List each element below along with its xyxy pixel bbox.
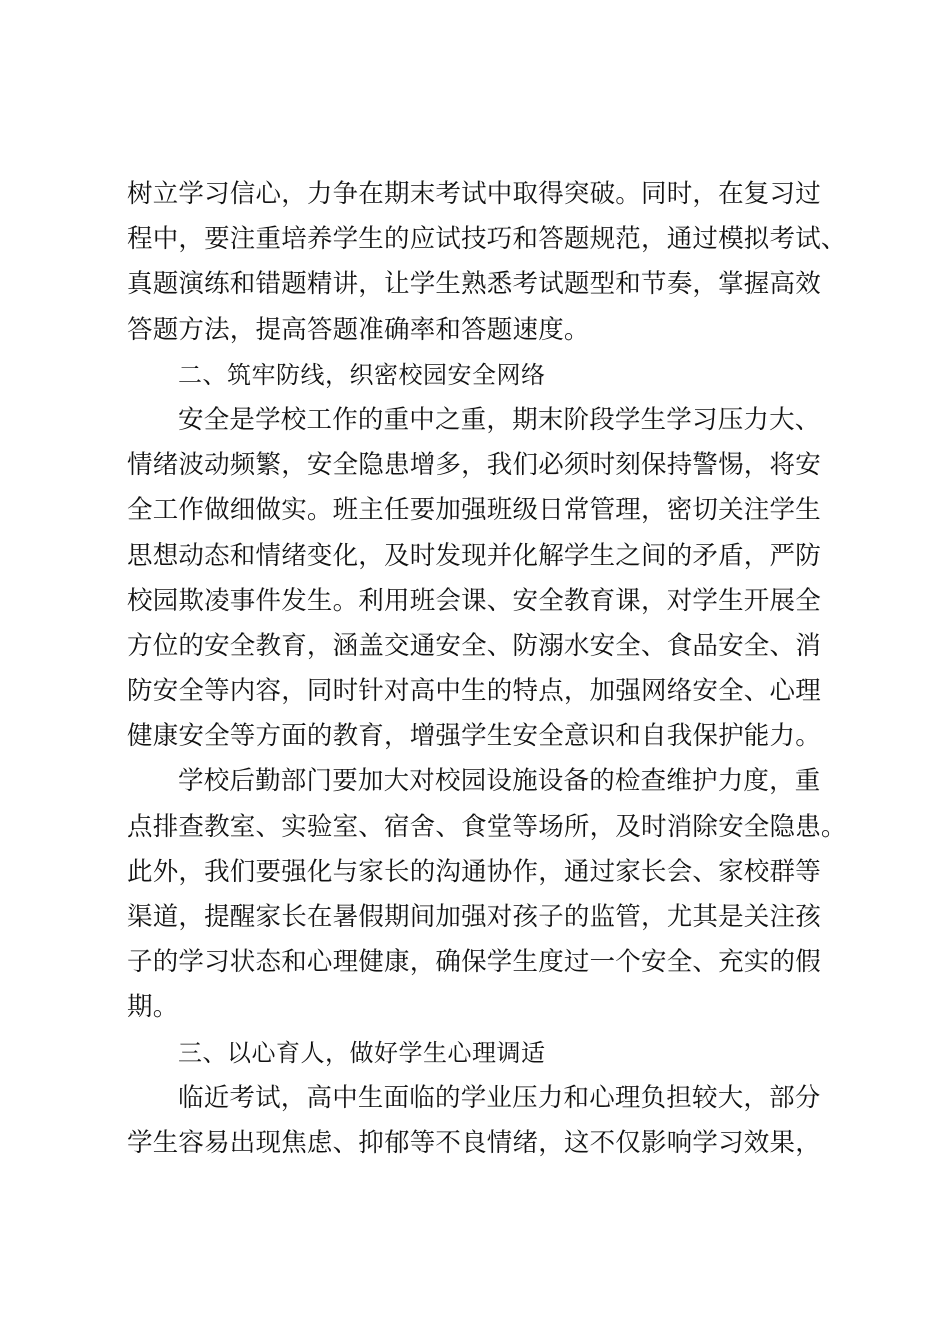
text-line: 渠道，提醒家长在暑假期间加强对孩子的监管，尤其是关注孩: [127, 902, 821, 932]
text-line: 防安全等内容，同时针对高中生的特点，加强网络安全、心理: [127, 676, 821, 707]
text-line: 期。: [127, 992, 179, 1023]
text-line: 健康安全等方面的教育，增强学生安全意识和自我保护能力。: [127, 721, 821, 752]
text-line: 答题方法，提高答题准确率和答题速度。: [127, 314, 590, 345]
text-line: 子的学习状态和心理健康，确保学生度过一个安全、充实的假: [127, 947, 821, 978]
paragraph-first-line: 临近考试，高中生面临的学业压力和心理负担较大，部分: [178, 1082, 821, 1113]
paragraph-first-line: 安全是学校工作的重中之重，期末阶段学生学习压力大、: [178, 404, 821, 435]
text-line: 思想动态和情绪变化，及时发现并化解学生之间的矛盾，严防: [127, 540, 821, 571]
text-line: 方位的安全教育，涵盖交通安全、防溺水安全、食品安全、消: [127, 630, 821, 661]
text-line: 程中，要注重培养学生的应试技巧和答题规范，通过模拟考试、: [127, 224, 847, 255]
text-line: 树立学习信心，力争在期末考试中取得突破。同时，在复习过: [127, 179, 821, 209]
section-heading-2: 二、筑牢防线，织密校园安全网络: [178, 360, 546, 389]
text-line: 点排查教室、实验室、宿舍、食堂等场所，及时消除安全隐患。: [127, 811, 847, 842]
paragraph-first-line: 学校后勤部门要加大对校园设施设备的检查维护力度，重: [178, 766, 821, 797]
text-line: 情绪波动频繁，安全隐患增多，我们必须时刻保持警惕，将安: [127, 450, 821, 481]
text-line: 真题演练和错题精讲，让学生熟悉考试题型和节奏，掌握高效: [127, 269, 821, 300]
document-body: [127, 172, 847, 1166]
section-heading-3: 三、以心育人，做好学生心理调适: [178, 1038, 546, 1067]
text-line: 学生容易出现焦虑、抑郁等不良情绪，这不仅影响学习效果，: [127, 1127, 821, 1158]
text-line: 此外，我们要强化与家长的沟通协作，通过家长会、家校群等: [127, 856, 821, 887]
text-line: 校园欺凌事件发生。利用班会课、安全教育课，对学生开展全: [127, 585, 821, 616]
text-line: 全工作做细做实。班主任要加强班级日常管理，密切关注学生: [127, 495, 821, 526]
